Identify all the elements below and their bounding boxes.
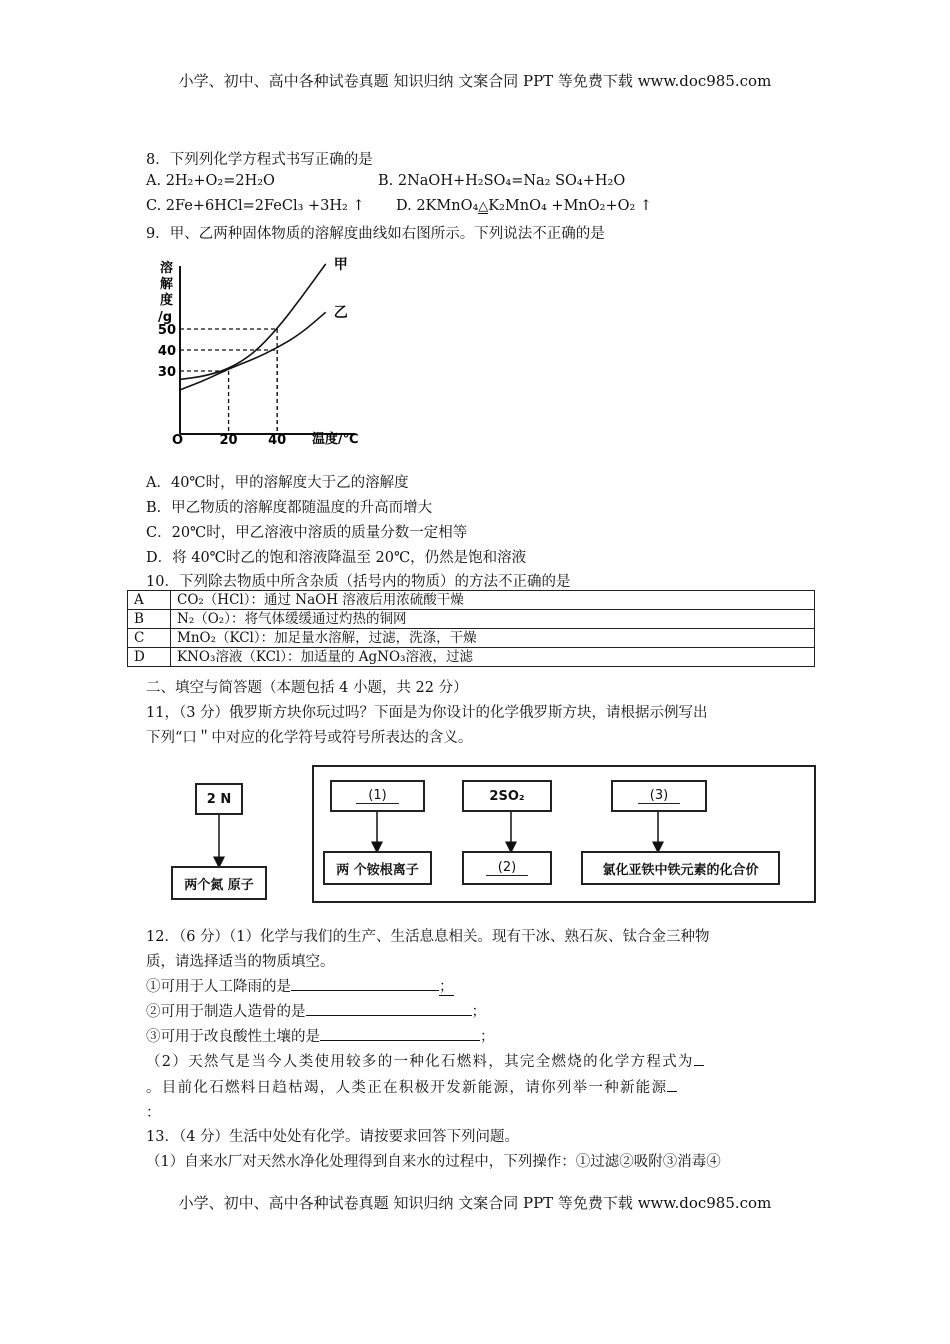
q12-item-3 (146, 1025, 495, 1046)
q10-table (127, 590, 815, 667)
y-axis-label-2: 解 (160, 277, 174, 292)
q9-option-b: B．甲乙物质的溶解度都随温度的升高而增大 (146, 500, 433, 516)
ammonium-label: 两 个铵根离子 (336, 862, 419, 878)
blank-2-box[interactable] (462, 851, 552, 885)
q10-stem: 10．下列除去物质中所含杂质（括号内的物质）的方法不正确的是 (146, 574, 571, 590)
blank-3-box[interactable] (611, 780, 707, 812)
x-tick-label: 40 (268, 433, 287, 448)
row-label: C (128, 629, 171, 648)
q8-stem: 8．下列列化学方程式书写正确的是 (146, 152, 373, 168)
q12-line-2: 质，请选择适当的物质填空。 (146, 954, 335, 970)
q12-item-3-end: ； (480, 1029, 495, 1045)
q12-item-2-blank[interactable] (306, 1001, 472, 1016)
q12-item-2-text: ②可用于制造人造骨的是 (146, 1004, 306, 1020)
example-symbol: 2 N (206, 791, 232, 807)
example-symbol-box (195, 783, 243, 815)
y-tick-label: 30 (157, 365, 176, 380)
q12-item-1 (146, 975, 454, 996)
q12-item-3-blank[interactable] (320, 1026, 480, 1041)
blank-3-label: (3) (638, 788, 680, 804)
series-line-jia (180, 264, 326, 380)
blank-2-label: (2) (486, 860, 528, 876)
q8-option-d-right: K₂MnO₄ +MnO₂+O₂ ↑ (488, 198, 653, 214)
q12-item-1-blank[interactable] (291, 976, 439, 991)
row-text: N₂（O₂）：将气体缓缓通过灼热的铜网 (171, 610, 815, 629)
blank-1-box[interactable] (330, 780, 425, 812)
q11-line-1: 11，（3 分）俄罗斯方块你玩过吗？下面是为你设计的化学俄罗斯方块，请根据示例写出 (146, 705, 708, 721)
series-label-jia: 甲 (333, 256, 348, 273)
table-row (128, 610, 815, 629)
row-text: KNO₃溶液（KCl）：加适量的 AgNO₃溶液，过滤 (171, 648, 815, 667)
row-label: A (128, 591, 171, 610)
q12-part-2-line-1 (146, 1050, 704, 1071)
ammonium-box (323, 851, 432, 885)
x-tick-label: 20 (219, 433, 238, 448)
solubility-chart (150, 258, 390, 458)
y-tick-label: 40 (157, 344, 176, 359)
section-2-title: 二、填空与简答题（本题包括 4 小题，共 22 分） (146, 680, 468, 696)
series-line-yi (180, 312, 326, 390)
page-footer: 小学、初中、高中各种试卷真题 知识归纳 文案合同 PPT 等免费下载 www.doc985.com (178, 1194, 772, 1212)
q12-part-2-text-2: 。目前化石燃料日趋枯竭，人类正在积极开发新能源，请你列举一种新能源 (146, 1080, 668, 1096)
q12-item-1-text: ①可用于人工降雨的是 (146, 979, 291, 995)
q13-line-2: （1）自来水厂对天然水净化处理得到自来水的过程中，下列操作：①过滤②吸附③消毒④ (146, 1154, 721, 1170)
row-text: MnO₂（KCl）：加足量水溶解，过滤，洗涤，干燥 (171, 629, 815, 648)
heat-triangle-icon: △ (478, 199, 489, 214)
q12-equation-blank[interactable] (694, 1051, 704, 1066)
page-header: 小学、初中、高中各种试卷真题 知识归纳 文案合同 PPT 等免费下载 www.doc985.com (178, 72, 772, 90)
example-meaning: 两个氮 原子 (184, 877, 254, 893)
origin-label: O (172, 433, 184, 448)
q9-option-c: C．20℃时，甲乙溶液中溶质的质量分数一定相等 (146, 525, 468, 541)
series-label-yi: 乙 (333, 305, 348, 322)
table-row (128, 591, 815, 610)
q8-option-c: C. 2Fe+6HCl=2FeCl₃ +3H₂ ↑ (146, 198, 365, 214)
q11-line-2: 下列“口＂中对应的化学符号或符号所表达的含义。 (146, 730, 473, 746)
y-tick-label: 50 (157, 323, 176, 338)
table-row (128, 629, 815, 648)
q12-item-3-text: ③可用于改良酸性土壤的是 (146, 1029, 320, 1045)
q9-option-a: A．40℃时，甲的溶解度大于乙的溶解度 (146, 475, 409, 491)
row-label: B (128, 610, 171, 629)
q9-stem: 9．甲、乙两种固体物质的溶解度曲线如右图所示。下列说法不正确的是 (146, 226, 605, 242)
row-text: CO₂（HCl）：通过 NaOH 溶液后用浓硫酸干燥 (171, 591, 815, 610)
q12-item-2 (146, 1000, 486, 1021)
iron-valence-label: 氯化亚铁中铁元素的化合价 (602, 862, 759, 878)
so2-box (462, 780, 552, 812)
q8-option-d-left: D. 2KMnO₄ (396, 198, 479, 214)
table-row (128, 648, 815, 667)
iron-valence-box (581, 851, 780, 885)
x-axis-label: 温度/℃ (312, 432, 359, 447)
row-label: D (128, 648, 171, 667)
y-axis-label-4: /g (158, 310, 173, 325)
q13-line-1: 13．（4 分）生活中处处有化学。请按要求回答下列问题。 (146, 1129, 520, 1145)
q12-part-2-line-3: ： (146, 1105, 161, 1121)
q8-option-b: B. 2NaOH+H₂SO₄=Na₂ SO₄+H₂O (378, 173, 626, 189)
q8-option-a: A. 2H₂+O₂=2H₂O (146, 173, 275, 189)
y-axis-label-3: 度 (160, 293, 174, 308)
q12-line-1: 12．（6 分）（1）化学与我们的生产、生活息息相关。现有干冰、熟石灰、钛合金三种物 (146, 929, 710, 945)
y-axis-label-1: 溶 (160, 261, 174, 276)
so2-label: 2SO₂ (489, 788, 525, 804)
blank-1-label: (1) (356, 788, 398, 804)
q8-option-d (396, 198, 652, 214)
q12-part-2-text-1: （2）天然气是当今人类使用较多的一种化石燃料，其完全燃烧的化学方程式为 (146, 1054, 694, 1070)
q12-item-1-end: ； (439, 979, 454, 995)
q12-item-2-end: ； (471, 1004, 486, 1020)
example-meaning-box (171, 866, 267, 900)
q12-part-2-line-2 (146, 1076, 677, 1097)
q9-option-d: D．将 40℃时乙的饱和溶液降温至 20℃，仍然是饱和溶液 (146, 550, 527, 566)
q12-energy-blank[interactable] (667, 1077, 677, 1092)
